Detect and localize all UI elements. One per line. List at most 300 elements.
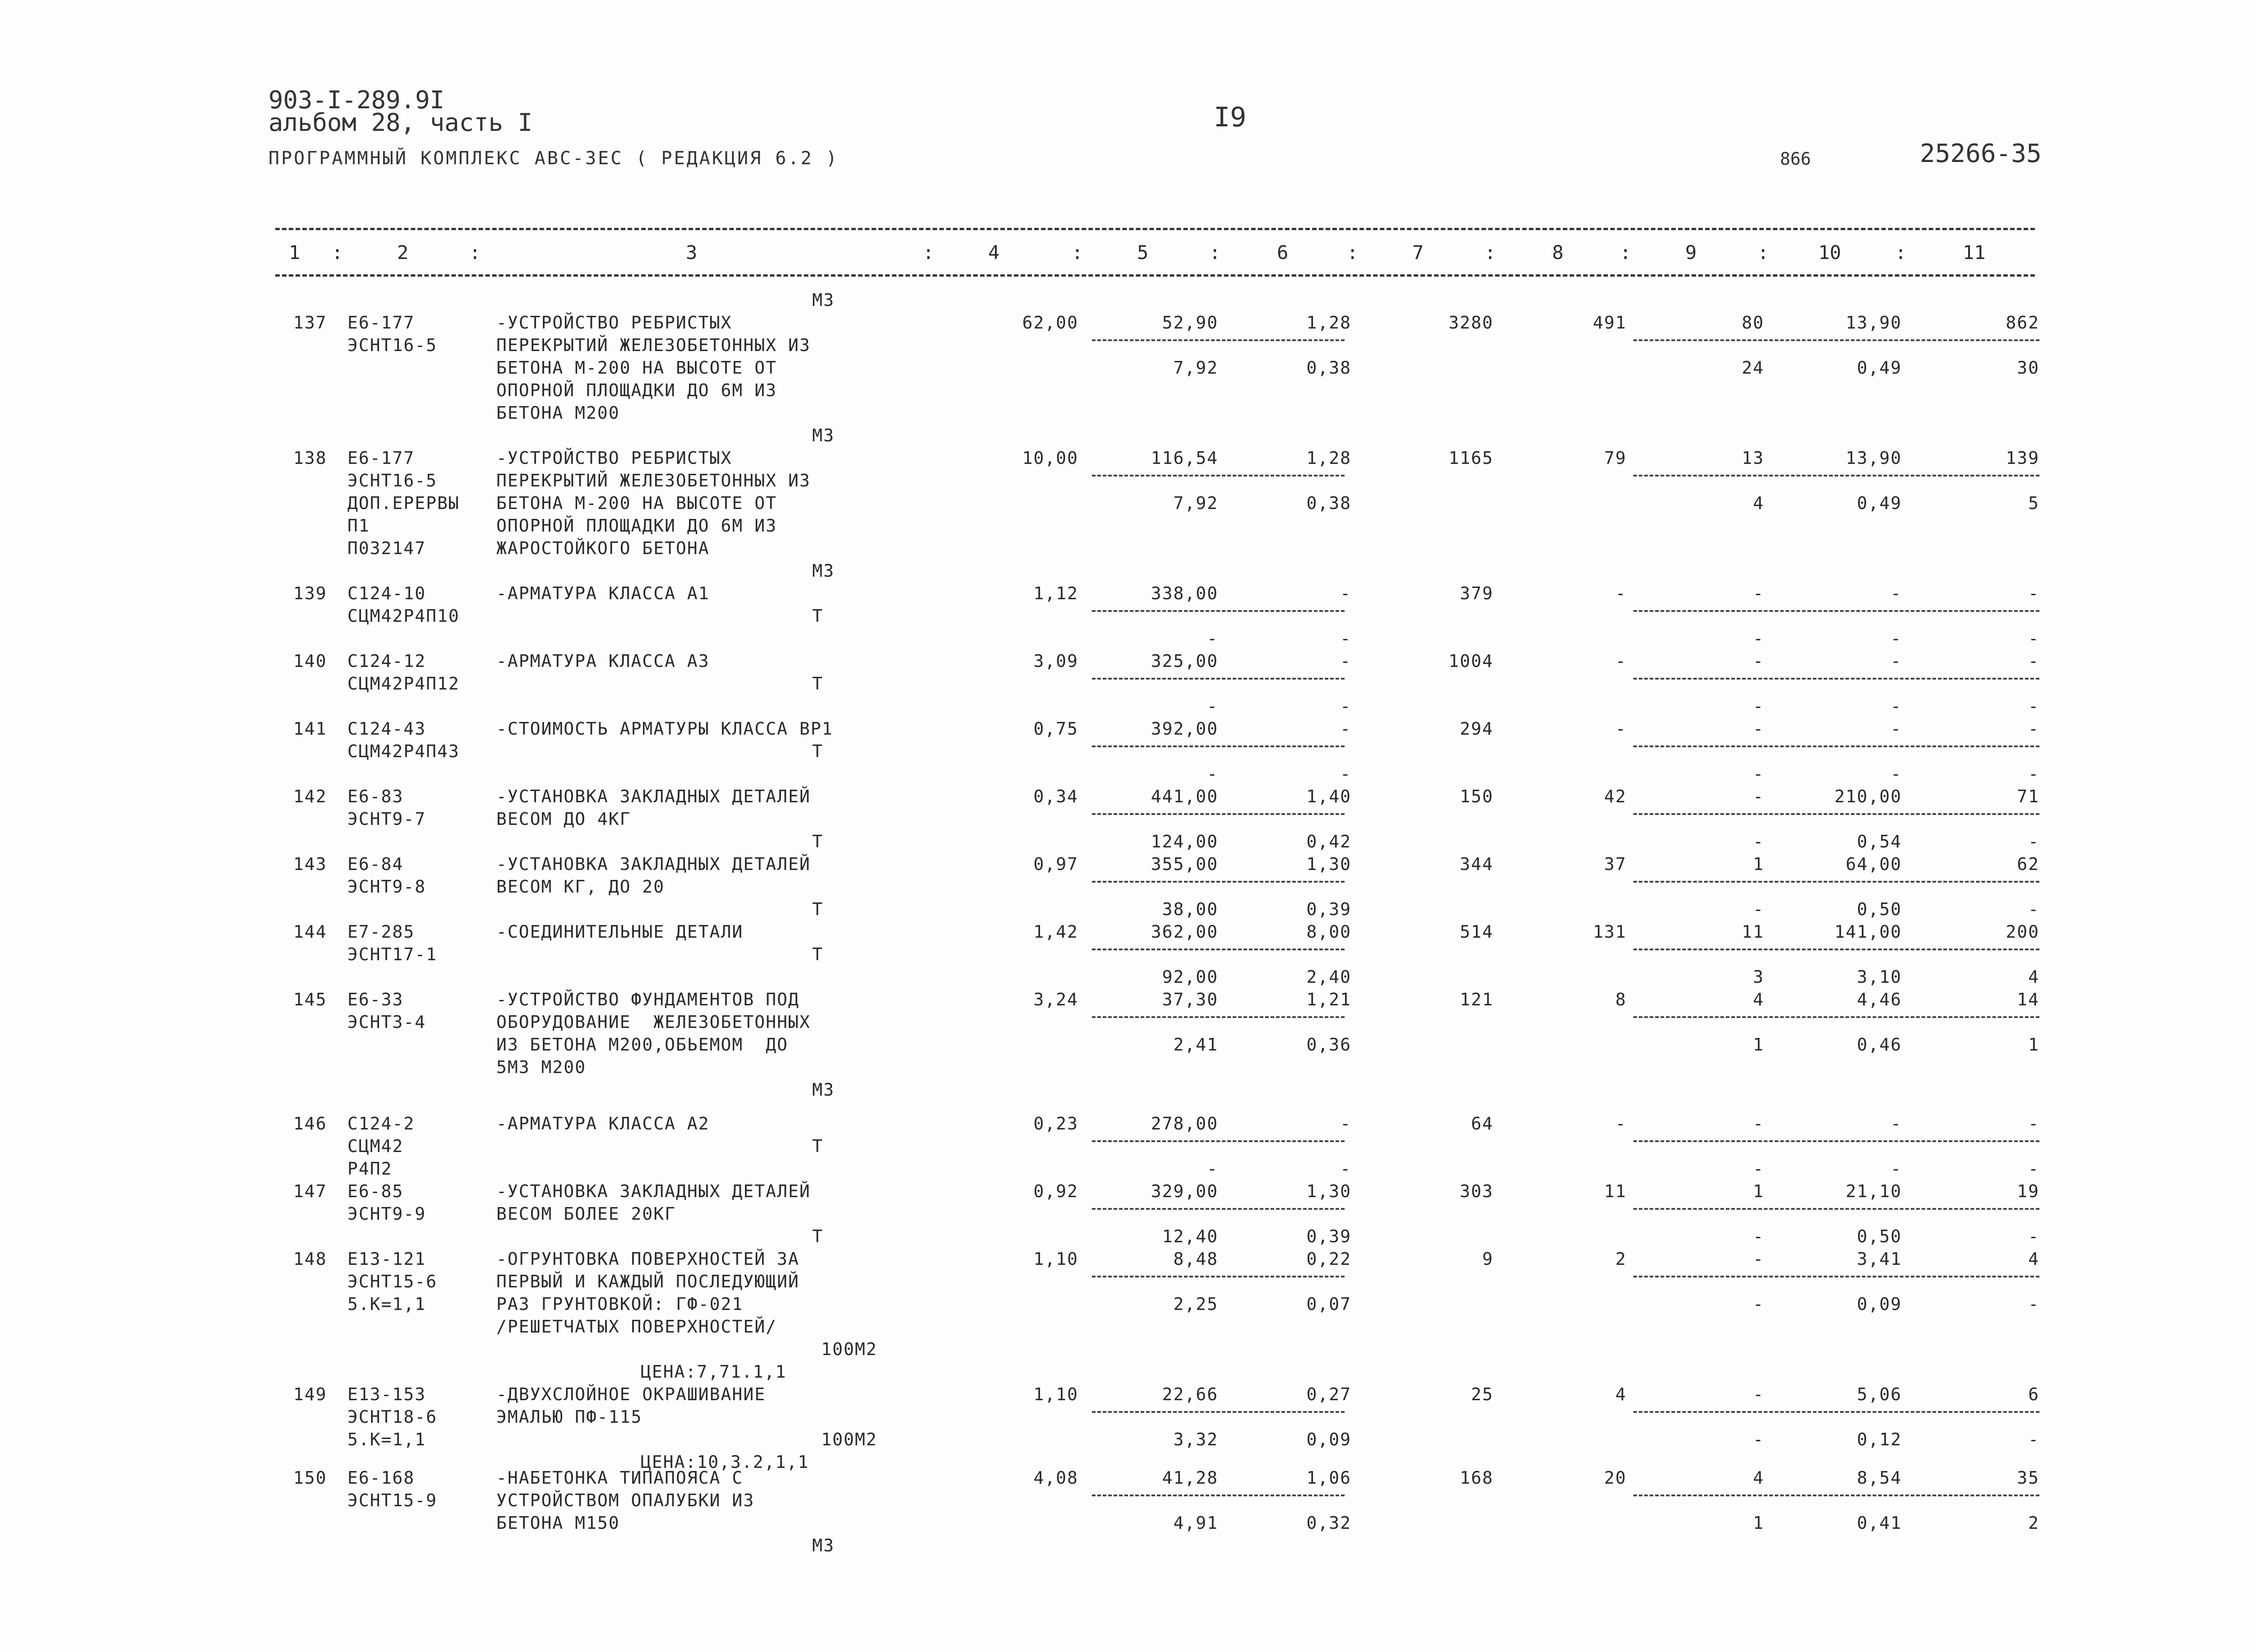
cell-c10b: 0,12 [1857, 1430, 1902, 1449]
cell-c11b: - [2028, 1430, 2039, 1449]
cell-c10b: 0,49 [1857, 358, 1902, 378]
unit-label: Т [812, 606, 823, 626]
dash-separator [1092, 1140, 1345, 1142]
page-number: I9 [1214, 102, 1247, 133]
dash-separator [1092, 813, 1345, 815]
dash-separator [1092, 1411, 1345, 1413]
dash-separator [1092, 678, 1345, 680]
cell-c5b: 4,91 [1173, 1513, 1218, 1533]
cell-c10b: 0,50 [1857, 1226, 1902, 1246]
cell-c9b: 3 [1753, 967, 1764, 987]
program-title: ПРОГРАММНЫЙ КОМПЛЕКС АВС-3ЕС ( РЕДАКЦИЯ 6.2 ) [268, 148, 839, 169]
resource-code: Е6-177 [347, 448, 415, 468]
cell-c9: 11 [1742, 922, 1764, 942]
cell-c9: 13 [1742, 448, 1764, 468]
work-description: -ОГРУНТОВКА ПОВЕРХНОСТЕЙ ЗА [496, 1249, 800, 1269]
cell-c7: 150 [1460, 787, 1493, 806]
cell-c5: 22,66 [1162, 1384, 1218, 1404]
cell-c9b: 1 [1753, 1513, 1764, 1533]
cell-c5: 362,00 [1151, 922, 1218, 942]
cell-c4: 3,09 [1033, 651, 1078, 671]
resource-code: С124-43 [347, 719, 426, 739]
work-description: ПЕРЕКРЫТИЙ ЖЕЛЕЗОБЕТОННЫХ ИЗ [496, 471, 811, 491]
cell-c8: - [1615, 583, 1627, 603]
cell-c11: 139 [2006, 448, 2039, 468]
row-number: 143 [293, 854, 327, 874]
work-description: БЕТОНА М150 [496, 1513, 620, 1533]
cell-c7: 303 [1460, 1181, 1493, 1201]
work-description: БЕТОНА М-200 НА ВЫСОТЕ ОТ [496, 493, 777, 513]
cell-c9b: 24 [1742, 358, 1764, 378]
cell-c8: - [1615, 651, 1627, 671]
cell-c11b: 30 [2017, 358, 2039, 378]
unit-label: М3 [812, 1080, 835, 1100]
column-header: 11 [1963, 241, 1986, 264]
cell-c6b: 0,36 [1306, 1035, 1351, 1055]
cell-c5: 8,48 [1173, 1249, 1218, 1269]
cell-c10b: 0,54 [1857, 832, 1902, 851]
dash-separator [1633, 1411, 2039, 1413]
dash-separator [1633, 1016, 2039, 1018]
cell-c11: 6 [2028, 1384, 2039, 1404]
resource-code: ЭСНТ3-4 [347, 1012, 426, 1032]
cell-c4: 4,08 [1033, 1468, 1078, 1488]
cell-c6b: 0,07 [1306, 1294, 1351, 1314]
column-header: 2 [397, 241, 409, 264]
work-description: -УСТАНОВКА ЗАКЛАДНЫХ ДЕТАЛЕЙ [496, 854, 811, 874]
cell-c10b: - [1891, 629, 1902, 648]
column-header: 5 [1137, 241, 1149, 264]
cell-c9b: - [1753, 629, 1764, 648]
cell-c10b: - [1891, 696, 1902, 716]
dash-separator [1633, 881, 2039, 883]
resource-code: 5.К=1,1 [347, 1294, 426, 1314]
cell-c10: 13,90 [1845, 313, 1902, 333]
cell-c9: 4 [1753, 990, 1764, 1009]
dash-separator [1633, 1495, 2039, 1496]
cell-c11b: 2 [2028, 1513, 2039, 1533]
cell-c9b: - [1753, 1226, 1764, 1246]
cell-c7: 121 [1460, 990, 1493, 1009]
cell-c11: - [2028, 651, 2039, 671]
work-description: ОПОРНОЙ ПЛОЩАДКИ ДО 6М ИЗ [496, 516, 777, 536]
cell-c6: - [1340, 1114, 1351, 1134]
cell-c11: - [2028, 583, 2039, 603]
album-label: альбом 28, часть I [268, 108, 533, 137]
cell-c8: 11 [1604, 1181, 1627, 1201]
row-number: 141 [293, 719, 327, 739]
cell-c10: 210,00 [1834, 787, 1902, 806]
cell-c11: 862 [2006, 313, 2039, 333]
cell-c5: 441,00 [1151, 787, 1218, 806]
column-separator: : [1620, 241, 1632, 264]
cell-c9: - [1753, 651, 1764, 671]
unit-label: Т [812, 741, 823, 761]
resource-code: ЭСНТ9-8 [347, 877, 426, 897]
work-description: -АРМАТУРА КЛАССА А3 [496, 651, 710, 671]
cell-c5: 392,00 [1151, 719, 1218, 739]
cell-c6b: 0,38 [1306, 358, 1351, 378]
work-description: -СТОИМОСТЬ АРМАТУРЫ КЛАССА ВР1 [496, 719, 833, 739]
cell-c5b: 124,00 [1151, 832, 1218, 851]
column-header: 10 [1818, 241, 1841, 264]
cell-c9: - [1753, 1384, 1764, 1404]
column-header: 7 [1412, 241, 1424, 264]
cell-c10: 13,90 [1845, 448, 1902, 468]
work-description: ЭМАЛЬЮ ПФ-115 [496, 1407, 643, 1427]
cell-c7: 25 [1471, 1384, 1493, 1404]
work-description: ОПОРНОЙ ПЛОЩАДКИ ДО 6М ИЗ [496, 380, 777, 400]
cell-c4: 0,92 [1033, 1181, 1078, 1201]
cell-c6b: 0,39 [1306, 899, 1351, 919]
document-code: 903-I-289.9I [268, 86, 445, 114]
resource-code: ЭСНТ16-5 [347, 471, 438, 491]
price-note: ЦЕНА:10,3.2,1,1 [641, 1452, 809, 1472]
work-description: /РЕШЕТЧАТЫХ ПОВЕРХНОСТЕЙ/ [496, 1317, 777, 1337]
column-header: 6 [1277, 241, 1289, 264]
cell-c9: 1 [1753, 854, 1764, 874]
cell-c5: 41,28 [1162, 1468, 1218, 1488]
cell-c8: 491 [1593, 313, 1627, 333]
row-number: 150 [293, 1468, 327, 1488]
cell-c9b: - [1753, 1430, 1764, 1449]
cell-c6: 1,21 [1306, 990, 1351, 1009]
resource-code: 5.К=1,1 [347, 1430, 426, 1449]
row-number: 149 [293, 1384, 327, 1404]
cell-c9: 1 [1753, 1181, 1764, 1201]
work-description: БЕТОНА М200 [496, 403, 620, 423]
cell-c11b: 1 [2028, 1035, 2039, 1055]
cell-c4: 3,24 [1033, 990, 1078, 1009]
cell-c6b: 0,32 [1306, 1513, 1351, 1533]
cell-c8: 2 [1615, 1249, 1627, 1269]
work-description: БЕТОНА М-200 НА ВЫСОТЕ ОТ [496, 358, 777, 378]
resource-code: П1 [347, 516, 370, 536]
column-header: 8 [1552, 241, 1564, 264]
cell-c11b: 5 [2028, 493, 2039, 513]
dash-separator [1092, 475, 1345, 477]
resource-code: С124-10 [347, 583, 426, 603]
dash-separator [1633, 949, 2039, 950]
unit-label: М3 [812, 290, 835, 310]
dash-separator [1633, 813, 2039, 815]
dash-separator [1633, 1140, 2039, 1142]
resource-code: Е6-84 [347, 854, 404, 874]
cell-c7: 294 [1460, 719, 1493, 739]
cell-c4: 1,10 [1033, 1249, 1078, 1269]
cell-c9b: 4 [1753, 493, 1764, 513]
cell-c9b: - [1753, 832, 1764, 851]
resource-code: ЭСНТ9-9 [347, 1204, 426, 1224]
cell-c6: 1,06 [1306, 1468, 1351, 1488]
cell-c8: - [1615, 719, 1627, 739]
work-description: ИЗ БЕТОНА М200,ОБЬЕМОМ ДО [496, 1035, 788, 1055]
column-separator: : [469, 241, 481, 264]
resource-code: П032147 [347, 538, 426, 558]
cell-c5b: 12,40 [1162, 1226, 1218, 1246]
resource-code: СЦМ42Р4П10 [347, 606, 460, 626]
cell-c10: - [1891, 583, 1902, 603]
cell-c11b: - [2028, 1294, 2039, 1314]
resource-code: ЭСНТ17-1 [347, 944, 438, 964]
cell-c9: 4 [1753, 1468, 1764, 1488]
cell-c9b: 1 [1753, 1035, 1764, 1055]
cell-c6b: - [1340, 629, 1351, 648]
cell-c6: 0,27 [1306, 1384, 1351, 1404]
cell-c8: 79 [1604, 448, 1627, 468]
cell-c10: - [1891, 719, 1902, 739]
cell-c10: 3,41 [1857, 1249, 1902, 1269]
cell-c6: 1,40 [1306, 787, 1351, 806]
cell-c6b: - [1340, 1159, 1351, 1179]
column-separator: : [1757, 241, 1769, 264]
cell-c7: 168 [1460, 1468, 1493, 1488]
cell-c8: 131 [1593, 922, 1627, 942]
resource-code: С124-2 [347, 1114, 415, 1134]
cell-c6: 1,28 [1306, 313, 1351, 333]
resource-code: СЦМ42Р4П43 [347, 741, 460, 761]
cell-c11b: 4 [2028, 967, 2039, 987]
cell-c11b: - [2028, 899, 2039, 919]
work-description: -ДВУХСЛОЙНОЕ ОКРАШИВАНИЕ [496, 1384, 766, 1404]
cell-c8: 4 [1615, 1384, 1627, 1404]
cell-c9: - [1753, 1114, 1764, 1134]
cell-c11b: - [2028, 629, 2039, 648]
row-number: 146 [293, 1114, 327, 1134]
work-description: -УСТАНОВКА ЗАКЛАДНЫХ ДЕТАЛЕЙ [496, 1181, 811, 1201]
document-number: 25266-35 [1920, 139, 2042, 168]
dash-separator [1633, 1276, 2039, 1277]
resource-code: Е6-85 [347, 1181, 404, 1201]
row-number: 148 [293, 1249, 327, 1269]
cell-c6: - [1340, 651, 1351, 671]
cell-c9b: - [1753, 764, 1764, 784]
row-number: 145 [293, 990, 327, 1009]
cell-c10b: 0,46 [1857, 1035, 1902, 1055]
work-description: -УСТАНОВКА ЗАКЛАДНЫХ ДЕТАЛЕЙ [496, 787, 811, 806]
dash-separator [1092, 339, 1345, 341]
unit-label: 100М2 [821, 1339, 878, 1359]
unit-label: М3 [812, 1536, 835, 1555]
cell-c10: - [1891, 651, 1902, 671]
cell-c5: 116,54 [1151, 448, 1218, 468]
cell-c7: 514 [1460, 922, 1493, 942]
resource-code: ЭСНТ9-7 [347, 809, 426, 829]
dash-separator [1092, 949, 1345, 950]
cell-c10b: 0,49 [1857, 493, 1902, 513]
cell-c9b: - [1753, 899, 1764, 919]
row-number: 137 [293, 313, 327, 333]
cell-c5: 52,90 [1162, 313, 1218, 333]
row-number: 147 [293, 1181, 327, 1201]
resource-code: Е6-177 [347, 313, 415, 333]
cell-c5: 355,00 [1151, 854, 1218, 874]
resource-code: Е6-83 [347, 787, 404, 806]
cell-c7: 1004 [1448, 651, 1493, 671]
cell-c6b: 0,39 [1306, 1226, 1351, 1246]
cell-c6: - [1340, 719, 1351, 739]
work-description: ПЕРЕКРЫТИЙ ЖЕЛЕЗОБЕТОННЫХ ИЗ [496, 335, 811, 355]
cell-c5b: 38,00 [1162, 899, 1218, 919]
work-description: 5М3 М200 [496, 1057, 587, 1077]
resource-code: СЦМ42Р4П12 [347, 674, 460, 694]
cell-c5b: 7,92 [1173, 493, 1218, 513]
unit-label: М3 [812, 561, 835, 581]
dash-separator [1633, 745, 2039, 747]
cell-c11: 19 [2017, 1181, 2039, 1201]
cell-c9b: - [1753, 696, 1764, 716]
cell-c5b: - [1207, 629, 1218, 648]
cell-c5b: - [1207, 1159, 1218, 1179]
cell-c11: 200 [2006, 922, 2039, 942]
dash-separator [1633, 475, 2039, 477]
resource-code: ЭСНТ18-6 [347, 1407, 438, 1427]
cell-c4: 0,34 [1033, 787, 1078, 806]
unit-label: 100М2 [821, 1430, 878, 1449]
cell-c10: 4,46 [1857, 990, 1902, 1009]
cell-c10: 141,00 [1834, 922, 1902, 942]
cell-c11: 35 [2017, 1468, 2039, 1488]
cell-c6: - [1340, 583, 1351, 603]
dash-separator [1092, 1495, 1345, 1496]
cell-c9: - [1753, 1249, 1764, 1269]
work-description: -УСТРОЙСТВО РЕБРИСТЫХ [496, 448, 732, 468]
cell-c5: 325,00 [1151, 651, 1218, 671]
unit-label: Т [812, 1226, 823, 1246]
cell-c4: 0,97 [1033, 854, 1078, 874]
cell-c9: 80 [1742, 313, 1764, 333]
cell-c7: 64 [1471, 1114, 1493, 1134]
cell-c7: 344 [1460, 854, 1493, 874]
cell-c10: 64,00 [1845, 854, 1902, 874]
work-description: ПЕРВЫЙ И КАЖДЫЙ ПОСЛЕДУЮЩИЙ [496, 1272, 800, 1291]
cell-c5b: 7,92 [1173, 358, 1218, 378]
work-description: -СОЕДИНИТЕЛЬНЫЕ ДЕТАЛИ [496, 922, 744, 942]
dash-separator [1092, 610, 1345, 612]
cell-c9: - [1753, 787, 1764, 806]
cell-c6b: - [1340, 696, 1351, 716]
resource-code: ЭСНТ15-9 [347, 1490, 438, 1510]
work-description: -АРМАТУРА КЛАССА А2 [496, 1114, 710, 1134]
cell-c6b: 0,38 [1306, 493, 1351, 513]
cell-c11b: - [2028, 764, 2039, 784]
cell-c4: 1,10 [1033, 1384, 1078, 1404]
cell-c9: - [1753, 583, 1764, 603]
cell-c10b: - [1891, 1159, 1902, 1179]
work-description: -УСТРОЙСТВО РЕБРИСТЫХ [496, 313, 732, 333]
reference-code: 866 [1780, 149, 1811, 169]
work-description: ЖАРОСТОЙКОГО БЕТОНА [496, 538, 710, 558]
work-description: -УСТРОЙСТВО ФУНДАМЕНТОВ ПОД [496, 990, 800, 1009]
cell-c5b: 92,00 [1162, 967, 1218, 987]
work-description: РАЗ ГРУНТОВКОЙ: ГФ-021 [496, 1294, 744, 1314]
unit-label: Т [812, 1136, 823, 1156]
cell-c7: 379 [1460, 583, 1493, 603]
cell-c11b: - [2028, 832, 2039, 851]
cell-c6: 1,28 [1306, 448, 1351, 468]
cell-c4: 10,00 [1022, 448, 1078, 468]
cell-c11: 14 [2017, 990, 2039, 1009]
cell-c11: 4 [2028, 1249, 2039, 1269]
cell-c5b: - [1207, 696, 1218, 716]
cell-c6b: 2,40 [1306, 967, 1351, 987]
column-header: 3 [686, 241, 698, 264]
unit-label: Т [812, 832, 823, 851]
cell-c10b: - [1891, 764, 1902, 784]
resource-code: СЦМ42 [347, 1136, 404, 1156]
resource-code: Е13-153 [347, 1384, 426, 1404]
cell-c10: - [1891, 1114, 1902, 1134]
cell-c9b: - [1753, 1294, 1764, 1314]
cell-c11: 71 [2017, 787, 2039, 806]
unit-label: Т [812, 899, 823, 919]
cell-c11b: - [2028, 1226, 2039, 1246]
resource-code: Е6-33 [347, 990, 404, 1009]
dash-separator [1633, 678, 2039, 680]
dash-separator [1633, 610, 2039, 612]
cell-c11: - [2028, 1114, 2039, 1134]
cell-c6: 0,22 [1306, 1249, 1351, 1269]
cell-c11: 62 [2017, 854, 2039, 874]
dash-separator [1092, 1016, 1345, 1018]
cell-c8: - [1615, 1114, 1627, 1134]
cell-c10b: 0,41 [1857, 1513, 1902, 1533]
dash-separator [1633, 339, 2039, 341]
dash-separator [1633, 1208, 2039, 1210]
cell-c5b: 2,25 [1173, 1294, 1218, 1314]
cell-c6b: 0,09 [1306, 1430, 1351, 1449]
cell-c5b: 3,32 [1173, 1430, 1218, 1449]
row-number: 144 [293, 922, 327, 942]
cell-c8: 37 [1604, 854, 1627, 874]
dash-separator [1092, 1276, 1345, 1277]
dash-separator [1092, 881, 1345, 883]
column-separator: : [332, 241, 343, 264]
cell-c5: 278,00 [1151, 1114, 1218, 1134]
cell-c11b: - [2028, 696, 2039, 716]
row-number: 140 [293, 651, 327, 671]
column-separator: : [1209, 241, 1221, 264]
resource-code: С124-12 [347, 651, 426, 671]
resource-code: Е13-121 [347, 1249, 426, 1269]
work-description: -НАБЕТОНКА ТИПАПОЯСА С [496, 1468, 744, 1488]
cell-c11: - [2028, 719, 2039, 739]
column-header: 1 [289, 241, 300, 264]
cell-c6b: - [1340, 764, 1351, 784]
cell-c4: 62,00 [1022, 313, 1078, 333]
cell-c7: 1165 [1448, 448, 1493, 468]
cell-c9b: - [1753, 1159, 1764, 1179]
column-separator: : [923, 241, 934, 264]
cell-c7: 3280 [1448, 313, 1493, 333]
column-header: 9 [1685, 241, 1697, 264]
resource-code: Е7-285 [347, 922, 415, 942]
row-number: 139 [293, 583, 327, 603]
price-note: ЦЕНА:7,71.1,1 [641, 1362, 787, 1382]
column-separator: : [1072, 241, 1083, 264]
resource-code: ДОП.ЕРЕРВЫ [347, 493, 460, 513]
resource-code: Е6-168 [347, 1468, 415, 1488]
cell-c4: 1,42 [1033, 922, 1078, 942]
unit-label: Т [812, 944, 823, 964]
work-description: УСТРОЙСТВОМ ОПАЛУБКИ ИЗ [496, 1490, 755, 1510]
cell-c5b: 2,41 [1173, 1035, 1218, 1055]
cell-c8: 20 [1604, 1468, 1627, 1488]
resource-code: ЭСНТ16-5 [347, 335, 438, 355]
cell-c10b: 0,09 [1857, 1294, 1902, 1314]
cell-c6b: 0,42 [1306, 832, 1351, 851]
cell-c10: 21,10 [1845, 1181, 1902, 1201]
